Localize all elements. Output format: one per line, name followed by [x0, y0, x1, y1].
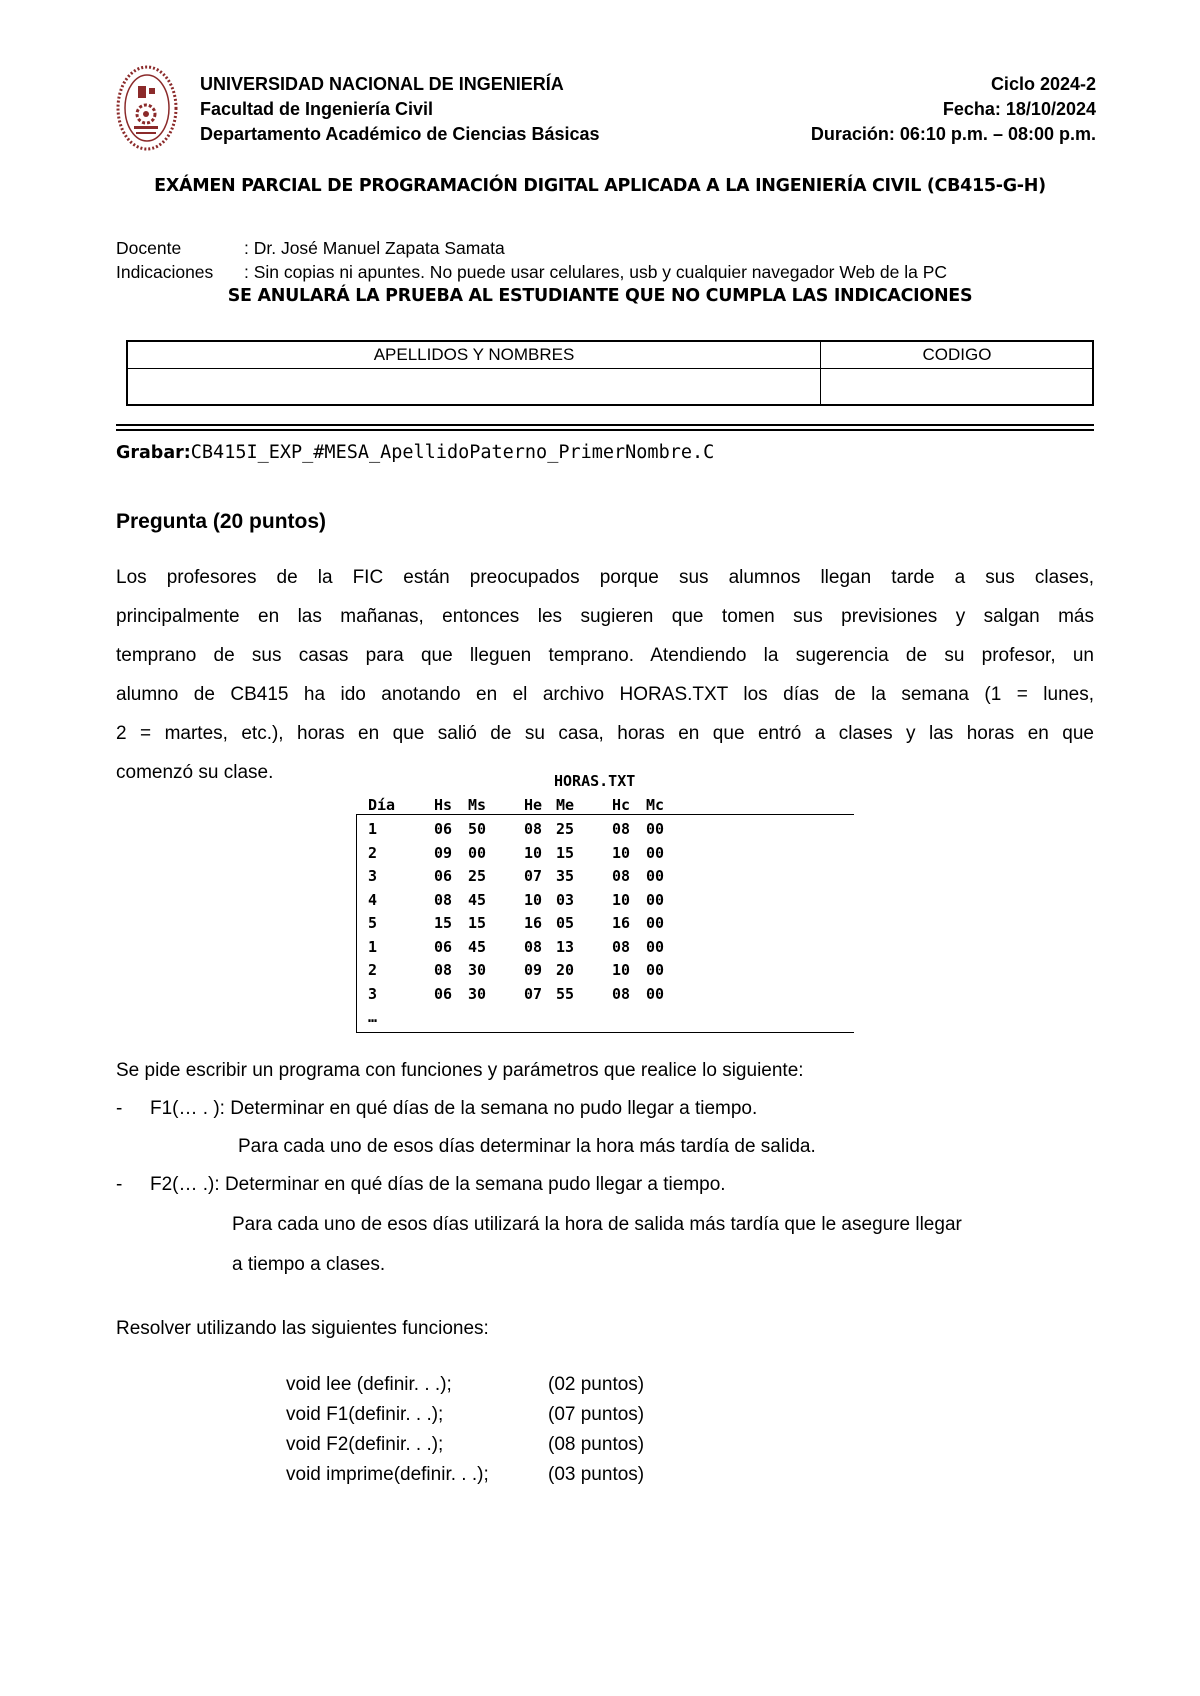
- horas-cell-mc: 00: [646, 914, 665, 932]
- function-list: [286, 1370, 644, 1490]
- horas-cell-hc: 08: [612, 820, 631, 838]
- question-title: Pregunta (20 puntos): [116, 510, 327, 533]
- university-name: UNIVERSIDAD NACIONAL DE INGENIERÍA: [200, 74, 564, 94]
- name-table-divider: [820, 342, 821, 404]
- horas-cell-hs: 15: [434, 914, 453, 932]
- horas-left-rule: [356, 814, 357, 1032]
- horas-cell-mc: 00: [646, 820, 665, 838]
- horas-bottom-rule: [356, 1032, 854, 1033]
- horas-cell-mc: 00: [646, 867, 665, 885]
- f1-dash: -: [116, 1098, 123, 1119]
- horas-cell-ms: 30: [468, 961, 487, 979]
- f2-text: F2(… .): Determinar en qué días de la semana pudo llegar a tiempo.: [150, 1174, 726, 1195]
- col-header-dia: Día: [368, 796, 396, 814]
- department-name: Departamento Académico de Ciencias Básicas: [200, 124, 600, 144]
- horas-cell-me: 55: [556, 984, 575, 1003]
- faculty-name: Facultad de Ingeniería Civil: [200, 99, 434, 119]
- save-label: Grabar:: [116, 443, 191, 463]
- function-item: [286, 1460, 644, 1490]
- function-item: [286, 1430, 644, 1460]
- horas-cell-me: 03: [556, 890, 575, 909]
- horas-cell-ms: 00: [468, 843, 487, 862]
- teacher-line: [116, 236, 505, 260]
- col-header-hc: Hc: [612, 796, 631, 814]
- warning-notice: SE ANULARÁ LA PRUEBA AL ESTUDIANTE QUE NO CUMPLA LAS INDICACIONES: [227, 286, 973, 306]
- horas-cell-he: 09: [524, 961, 543, 979]
- function-signature: void lee (definir. . .);: [286, 1374, 452, 1395]
- horas-cell-ms: 50: [468, 820, 487, 838]
- teacher-value: : Dr. José Manuel Zapata Samata: [244, 238, 505, 258]
- paragraph-line: principalmente en las mañanas, entonces les sugieren que tomen sus previsiones y salgan más: [116, 606, 1094, 627]
- f2-item: [116, 1174, 726, 1196]
- f1-subtext: Para cada uno de esos días determinar la hora más tardía de salida.: [238, 1136, 816, 1157]
- horas-cell-he: 10: [524, 843, 543, 862]
- horas-cell-hc: 08: [612, 937, 631, 956]
- horas-cell-hc: 08: [612, 984, 631, 1003]
- horas-cell-hs: 08: [434, 961, 453, 979]
- horas-cell-me: 25: [556, 820, 575, 838]
- horas-cell-he: 07: [524, 984, 543, 1003]
- f1-item: [116, 1098, 757, 1120]
- header-exam-info: [811, 72, 1096, 147]
- exam-title: EXÁMEN PARCIAL DE PROGRAMACIÓN DIGITAL APLICADA A LA INGENIERÍA CIVIL (CB415-G-H): [154, 176, 1046, 196]
- horas-cell-day: 5: [368, 914, 378, 932]
- f2-subtext-1: Para cada uno de esos días utilizará la hora de salida más tardía que le asegure llegar: [232, 1214, 962, 1235]
- function-points: (08 puntos): [548, 1434, 645, 1455]
- horas-cell-ms: 25: [468, 867, 487, 885]
- horas-cell-hs: 09: [434, 843, 453, 862]
- horas-cell-hc: 08: [612, 867, 631, 885]
- horas-cell-he: 10: [524, 890, 543, 909]
- horas-cell-me: 15: [556, 843, 575, 862]
- horas-cell-day: 1: [368, 820, 378, 838]
- instructions-line: [116, 260, 947, 284]
- horas-cell-mc: 00: [646, 890, 665, 909]
- paragraph-line: alumno de CB415 ha ido anotando en el archivo HORAS.TXT los días de la semana (1 = lunes,: [116, 684, 1094, 705]
- horas-cell-day: 3: [368, 867, 378, 885]
- f1-text: F1(… . ): Determinar en qué días de la semana no pudo llegar a tiempo.: [150, 1098, 758, 1119]
- function-signature: void F1(definir. . .);: [286, 1404, 444, 1425]
- exam-duration: Duración: 06:10 p.m. – 08:00 p.m.: [810, 124, 1096, 144]
- name-table-header-code: CODIGO: [922, 345, 992, 364]
- teacher-label: Docente: [116, 238, 182, 258]
- resolve-text: Resolver utilizando las siguientes funciones:: [116, 1318, 489, 1339]
- horas-header-rule: [356, 814, 854, 815]
- horas-cell-hs: 08: [434, 890, 453, 909]
- function-signature: void F2(definir. . .);: [286, 1434, 444, 1455]
- horas-cell-hc: 10: [612, 890, 631, 909]
- horas-cell-he: 08: [524, 820, 543, 838]
- horas-cell-hs: 06: [434, 867, 453, 885]
- student-name-table: [126, 340, 1094, 406]
- function-points: (02 puntos): [548, 1374, 645, 1395]
- double-rule-divider: [116, 424, 1094, 431]
- instructions-label: Indicaciones: [116, 262, 214, 282]
- col-header-mc: Mc: [646, 796, 665, 814]
- horas-cell-mc: 00: [646, 843, 665, 862]
- horas-cell-me: 13: [556, 937, 575, 956]
- horas-cell-mc: 00: [646, 961, 665, 979]
- exam-cycle: Ciclo 2024-2: [990, 74, 1096, 94]
- function-signature: void imprime(definir. . .);: [286, 1464, 489, 1485]
- horas-cell-he: 08: [524, 937, 543, 956]
- horas-cell-day: 3: [368, 984, 378, 1003]
- paragraph-line: comenzó su clase.: [116, 762, 274, 783]
- horas-cell-hc: 10: [612, 843, 631, 862]
- horas-cell-day: 2: [368, 843, 378, 862]
- horas-cell-ms: 45: [468, 890, 487, 909]
- col-header-me: Me: [556, 796, 575, 814]
- horas-cell-me: 20: [556, 961, 575, 979]
- horas-cell-day: 4: [368, 890, 378, 909]
- horas-cell-hc: 16: [612, 914, 631, 932]
- paragraph-line: Los profesores de la FIC están preocupados porque sus alumnos llegan tarde a sus clases,: [116, 567, 1094, 588]
- request-text: Se pide escribir un programa con funciones y parámetros que realice lo siguiente:: [116, 1060, 804, 1081]
- horas-cell-he: 07: [524, 867, 543, 885]
- horas-cell-ms: 45: [468, 937, 487, 956]
- horas-cell-me: 35: [556, 867, 575, 885]
- horas-cell-day: 1: [368, 937, 378, 956]
- instructions-value: : Sin copias ni apuntes. No puede usar celulares, usb y cualquier navegador Web de la PC: [244, 262, 948, 282]
- function-points: (03 puntos): [548, 1464, 645, 1485]
- f2-dash: -: [116, 1174, 123, 1195]
- col-header-ms: Ms: [468, 796, 487, 814]
- horas-cell-hs: 06: [434, 937, 453, 956]
- f2-subtext-2: a tiempo a clases.: [232, 1254, 386, 1275]
- horas-cell-day: 2: [368, 961, 378, 979]
- horas-cell-ms: 30: [468, 984, 487, 1003]
- exam-date: Fecha: 18/10/2024: [942, 99, 1096, 119]
- save-instruction: [116, 442, 714, 464]
- horas-cell-he: 16: [524, 914, 543, 932]
- col-header-hs: Hs: [434, 796, 453, 814]
- horas-cell-hs: 06: [434, 820, 453, 838]
- col-header-he: He: [524, 796, 543, 814]
- horas-ellipsis: …: [368, 1008, 378, 1026]
- function-item: [286, 1370, 644, 1400]
- horas-cell-mc: 00: [646, 937, 665, 956]
- function-points: (07 puntos): [548, 1404, 645, 1425]
- horas-file-title: HORAS.TXT: [554, 772, 636, 790]
- horas-cell-me: 05: [556, 914, 575, 932]
- function-item: [286, 1400, 644, 1430]
- header-institution: [200, 72, 600, 147]
- paragraph-line: 2 = martes, etc.), horas en que salió de su casa, horas en que entró a clases y las horas en que: [116, 723, 1094, 744]
- name-table-header-names: APELLIDOS Y NOMBRES: [373, 345, 575, 364]
- horas-cell-hc: 10: [612, 961, 631, 979]
- horas-cell-mc: 00: [646, 984, 665, 1003]
- university-seal-logo: [116, 64, 178, 152]
- save-filename: CB415I_EXP_#MESA_ApellidoPaterno_PrimerNombre.C: [190, 442, 715, 463]
- horas-cell-ms: 15: [468, 914, 487, 932]
- horas-cell-hs: 06: [434, 984, 453, 1003]
- paragraph-line: temprano de sus casas para que lleguen temprano. Atendiendo la sugerencia de su profesor, un: [116, 645, 1094, 666]
- problem-statement: [116, 558, 1094, 792]
